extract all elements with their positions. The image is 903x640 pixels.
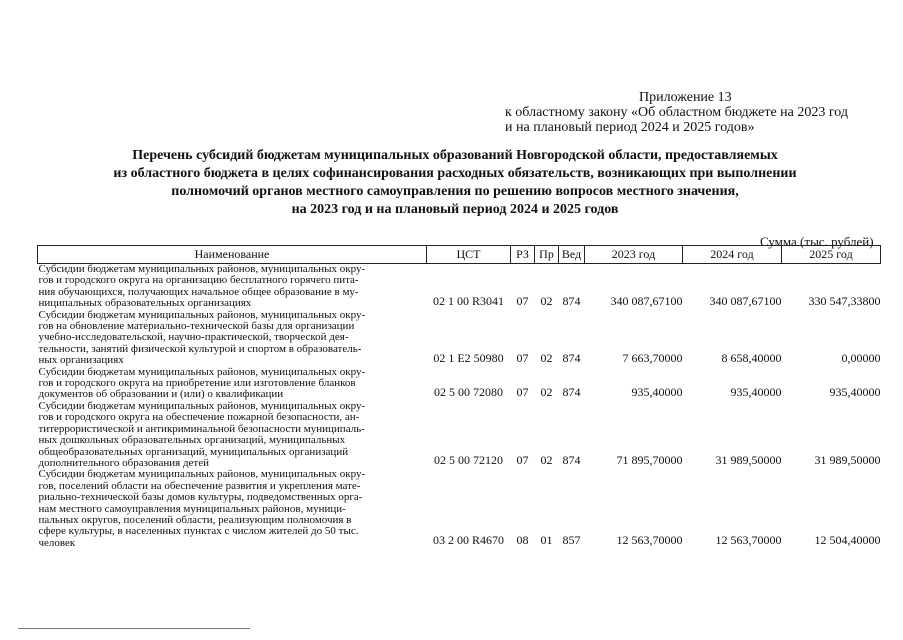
row-2023: 7 663,70000 — [622, 350, 683, 365]
table-row — [38, 469, 881, 549]
row-name-line: Субсидии бюджетам муниципальных районов, муниципальных окру- — [38, 468, 366, 481]
row-name-line: тельности, занятий физической культурой и спортом в образователь- — [38, 342, 362, 355]
header-cst: ЦСТ — [427, 246, 511, 264]
table-row — [38, 401, 881, 469]
row-name-line: ных организациях — [38, 354, 124, 367]
row-2025: 12 504,40000 — [814, 533, 881, 548]
header-ved: Вед — [559, 246, 585, 264]
header-2023: 2023 год — [585, 246, 683, 264]
row-2023: 12 563,70000 — [616, 533, 683, 548]
title-line-1: Перечень субсидий бюджетам муниципальных образований Новгородской области, предоставляемых — [132, 148, 778, 163]
row-2025: 31 989,50000 — [814, 453, 881, 468]
table-row — [38, 310, 881, 367]
row-2024: 935,40000 — [730, 384, 782, 399]
header-pr: Пр — [535, 246, 559, 264]
row-name-line: нам местного самоуправления муниципальных районов, муници- — [38, 502, 346, 515]
table-row — [38, 264, 881, 310]
row-2023: 71 895,70000 — [616, 453, 683, 468]
row-name — [38, 367, 427, 401]
row-name-line: гов и городского округа на организацию бесплатного горячего пита- — [38, 274, 359, 287]
row-pr: 01 — [540, 533, 553, 548]
row-name-line: дополнительного образования детей — [38, 456, 209, 469]
row-name-line: Субсидии бюджетам муниципальных районов, муниципальных окру- — [38, 365, 366, 378]
row-name — [38, 401, 427, 469]
row-cst: 02 5 00 72080 — [434, 384, 503, 399]
row-name — [38, 310, 427, 367]
row-name — [38, 469, 427, 549]
row-rz: 07 — [516, 384, 529, 399]
row-name-line: ных дошкольных образовательных организаций, муниципальных — [38, 434, 346, 447]
row-name-line: титеррористической и антикриминальной безопасности муниципаль- — [38, 422, 365, 435]
row-2024: 31 989,50000 — [715, 453, 782, 468]
appendix-number: Приложение 13 — [639, 90, 732, 105]
row-2025: 0,00000 — [841, 350, 881, 365]
row-name-line: сфере культуры, в населенных пунктах с числом жителей до 50 тыс. — [38, 525, 359, 538]
row-name-line: риально-технической базы домов культуры, подведомственных орга- — [38, 491, 363, 504]
units-label: Сумма (тыс. рублей) — [760, 234, 874, 249]
row-2025: 330 547,33800 — [808, 293, 881, 308]
row-ved: 874 — [562, 384, 581, 399]
row-2024: 12 563,70000 — [715, 533, 782, 548]
row-name-line: гов на обновление материально-технической базы для организации — [38, 320, 355, 333]
header-2025: 2025 год — [782, 246, 881, 264]
row-name-line: общеобразовательных организаций, муниципальных организаций — [38, 445, 349, 458]
row-ved: 857 — [562, 533, 581, 548]
row-2023: 935,40000 — [631, 384, 683, 399]
row-ved: 874 — [562, 453, 581, 468]
row-cst: 03 2 00 R4670 — [432, 533, 504, 548]
row-2023: 340 087,67100 — [610, 293, 683, 308]
appendix-law-line-2: и на плановый период 2024 и 2025 годов» — [505, 120, 755, 135]
row-name-line: человек — [38, 536, 76, 549]
row-rz: 08 — [516, 533, 529, 548]
header-2024: 2024 год — [683, 246, 782, 264]
row-name-line: Субсидии бюджетам муниципальных районов, муниципальных окру- — [38, 308, 366, 321]
title-line-2: из областного бюджета в целях софинансирования расходных обязательств, возникающих при выполнении — [113, 166, 797, 181]
row-cst: 02 5 00 72120 — [434, 453, 503, 468]
table-header-row — [38, 246, 881, 264]
appendix-heading — [505, 90, 848, 135]
row-name-line: пальных округов, поселений области, реализующим полномочия в — [38, 513, 352, 526]
row-name-line: ниципальных образовательных организациях — [38, 297, 252, 310]
row-ved: 874 — [562, 293, 581, 308]
row-name-line: документов об образовании и (или) о квалификации — [38, 388, 284, 401]
row-2025: 935,40000 — [829, 384, 881, 399]
row-name-line: гов, поселений области на обеспечение развития и укрепления мате- — [38, 479, 361, 492]
header-rz: РЗ — [511, 246, 535, 264]
title-line-4: на 2023 год и на плановый период 2024 и 2025 годов — [291, 202, 619, 217]
row-name-line: Субсидии бюджетам муниципальных районов, муниципальных окру- — [38, 399, 366, 412]
subsidies-table — [37, 245, 881, 549]
row-2024: 8 658,40000 — [721, 350, 782, 365]
row-name-line: гов и городского округа на приобретение или изготовление бланков — [38, 377, 356, 390]
row-name-line: гов и городского округа на обеспечение пожарной безопасности, ан- — [38, 411, 360, 424]
row-cst: 02 1 E2 50980 — [433, 350, 504, 365]
table-row — [38, 367, 881, 401]
row-rz: 07 — [516, 293, 529, 308]
row-name-line: ния обучающихся, получающих начальное общее образование в му- — [38, 285, 359, 298]
row-name-line: учебно-исследовательской, научно-практической, творческой дея- — [38, 331, 349, 344]
title-line-3: полномочий органов местного самоуправления по решению вопросов местного значения, — [171, 184, 739, 199]
row-pr: 02 — [540, 384, 553, 399]
row-2024: 340 087,67100 — [709, 293, 782, 308]
header-name: Наименование — [38, 246, 427, 264]
bottom-divider — [18, 628, 250, 629]
row-cst: 02 1 00 R3041 — [432, 293, 504, 308]
row-name — [38, 264, 427, 310]
document-title — [60, 147, 850, 219]
row-pr: 02 — [540, 350, 553, 365]
row-ved: 874 — [562, 350, 581, 365]
row-pr: 02 — [540, 453, 553, 468]
row-rz: 07 — [516, 453, 529, 468]
row-name-line: Субсидии бюджетам муниципальных районов, муниципальных окру- — [38, 263, 366, 275]
row-pr: 02 — [540, 293, 553, 308]
row-rz: 07 — [516, 350, 529, 365]
appendix-law-line-1: к областному закону «Об областном бюджете на 2023 год — [505, 105, 848, 120]
